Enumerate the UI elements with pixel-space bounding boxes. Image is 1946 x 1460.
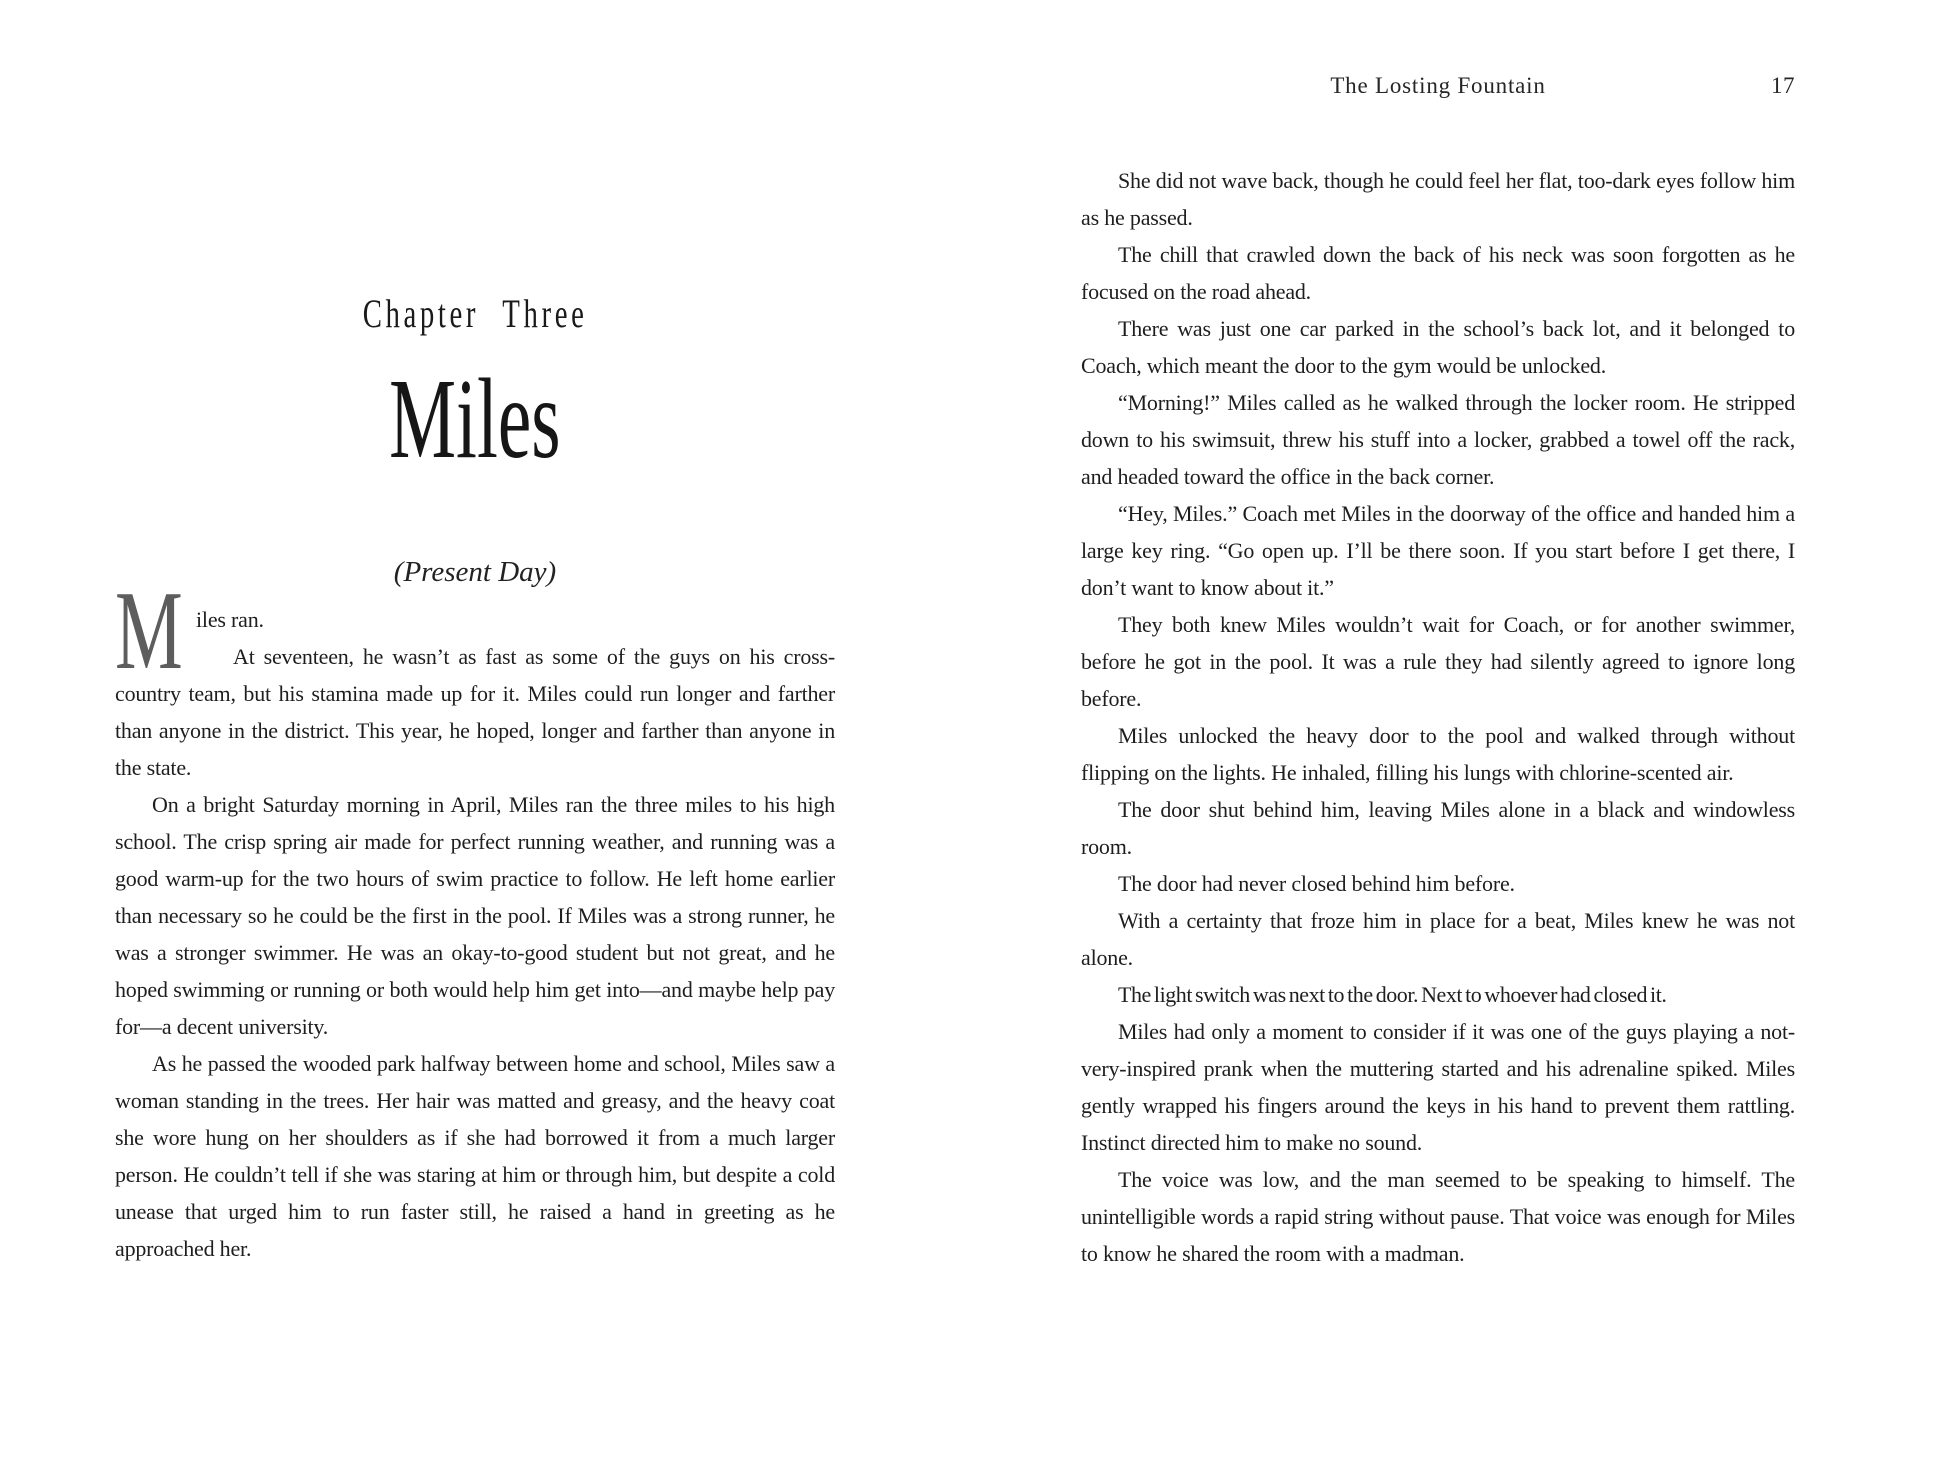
paragraph: The voice was low, and the man seemed to be speaking to himself. The unintelligible words a rapid string without pause. That voice was enough for Miles to know he shared the room with a madman. (1081, 1167, 1795, 1266)
opening-line: iles ran. (196, 607, 264, 632)
paragraph: Miles unlocked the heavy door to the pool and walked through without flipping on the lights. He inhaled, filling his lungs with chlorine-scented air. (1081, 723, 1795, 785)
paragraph: At seventeen, he wasn’t as fast as some of the guys on his cross-country team, but his stamina made up for it. Miles could run longer and farther than anyone in the district. This year, he hoped, longer and farther than anyone in the state. (115, 644, 835, 780)
paragraph: Miles had only a moment to consider if it was one of the guys playing a not-very-inspired prank when the muttering started and his adrenaline spiked. Miles gently wrapped his fingers around the keys in his hand to prevent them rattling. Instinct directed him to make no sound. (1081, 1019, 1795, 1155)
chapter-kicker: Chapter Three (362, 291, 588, 336)
running-head-title: The Losting Fountain (1330, 73, 1546, 98)
page-body (1081, 162, 1795, 1272)
paragraph: They both knew Miles wouldn’t wait for Coach, or for another swimmer, before he got in the pool. It was a rule they had silently agreed to ignore long before. (1081, 612, 1795, 711)
paragraph: With a certainty that froze him in place for a beat, Miles knew he was not alone. (1081, 908, 1795, 970)
paragraph: The chill that crawled down the back of his neck was soon forgotten as he focused on the road ahead. (1081, 242, 1795, 304)
chapter-subtitle: (Present Day) (393, 556, 557, 588)
paragraph: On a bright Saturday morning in April, Miles ran the three miles to his high school. The crisp spring air made for perfect running weather, and running was a good warm-up for the two hours of swim practice to follow. He left home earlier than necessary so he could be the first in the pool. If Miles was a strong runner, he was a stronger swimmer. He was an okay-to-good student but not great, and he hoped swimming or running or both would help him get into—and maybe help pay for—a decent university. (115, 792, 835, 1039)
paragraph: The door had never closed behind him before. (1118, 871, 1515, 896)
paragraph: The door shut behind him, leaving Miles alone in a black and windowless room. (1081, 797, 1795, 859)
running-head (1081, 73, 1795, 99)
chapter-title: Miles (389, 355, 561, 482)
drop-cap: M (115, 569, 183, 693)
paragraph: “Hey, Miles.” Coach met Miles in the doorway of the office and handed him a large key ring. “Go open up. I’ll be there soon. If you start before I get there, I don’t want to know about it.” (1081, 501, 1795, 600)
paragraph: She did not wave back, though he could feel her flat, too-dark eyes follow him as he passed. (1081, 168, 1795, 230)
page-number: 17 (1771, 73, 1795, 98)
paragraph: The light switch was next to the door. Next to whoever had closed it. (1118, 982, 1667, 1007)
paragraph: There was just one car parked in the school’s back lot, and it belonged to Coach, which meant the door to the gym would be unlocked. (1081, 316, 1795, 378)
paragraph: “Morning!” Miles called as he walked through the locker room. He stripped down to his swimsuit, threw his stuff into a locker, grabbed a towel off the rack, and headed toward the office in the back corner. (1081, 390, 1795, 489)
paragraph: As he passed the wooded park halfway between home and school, Miles saw a woman standing in the trees. Her hair was matted and greasy, and the heavy coat she wore hung on her shoulders as if she had borrowed it from a much larger person. He couldn’t tell if she was staring at him or through him, but despite a cold unease that urged him to run faster still, he raised a hand in greeting as he approached her. (115, 1051, 835, 1261)
